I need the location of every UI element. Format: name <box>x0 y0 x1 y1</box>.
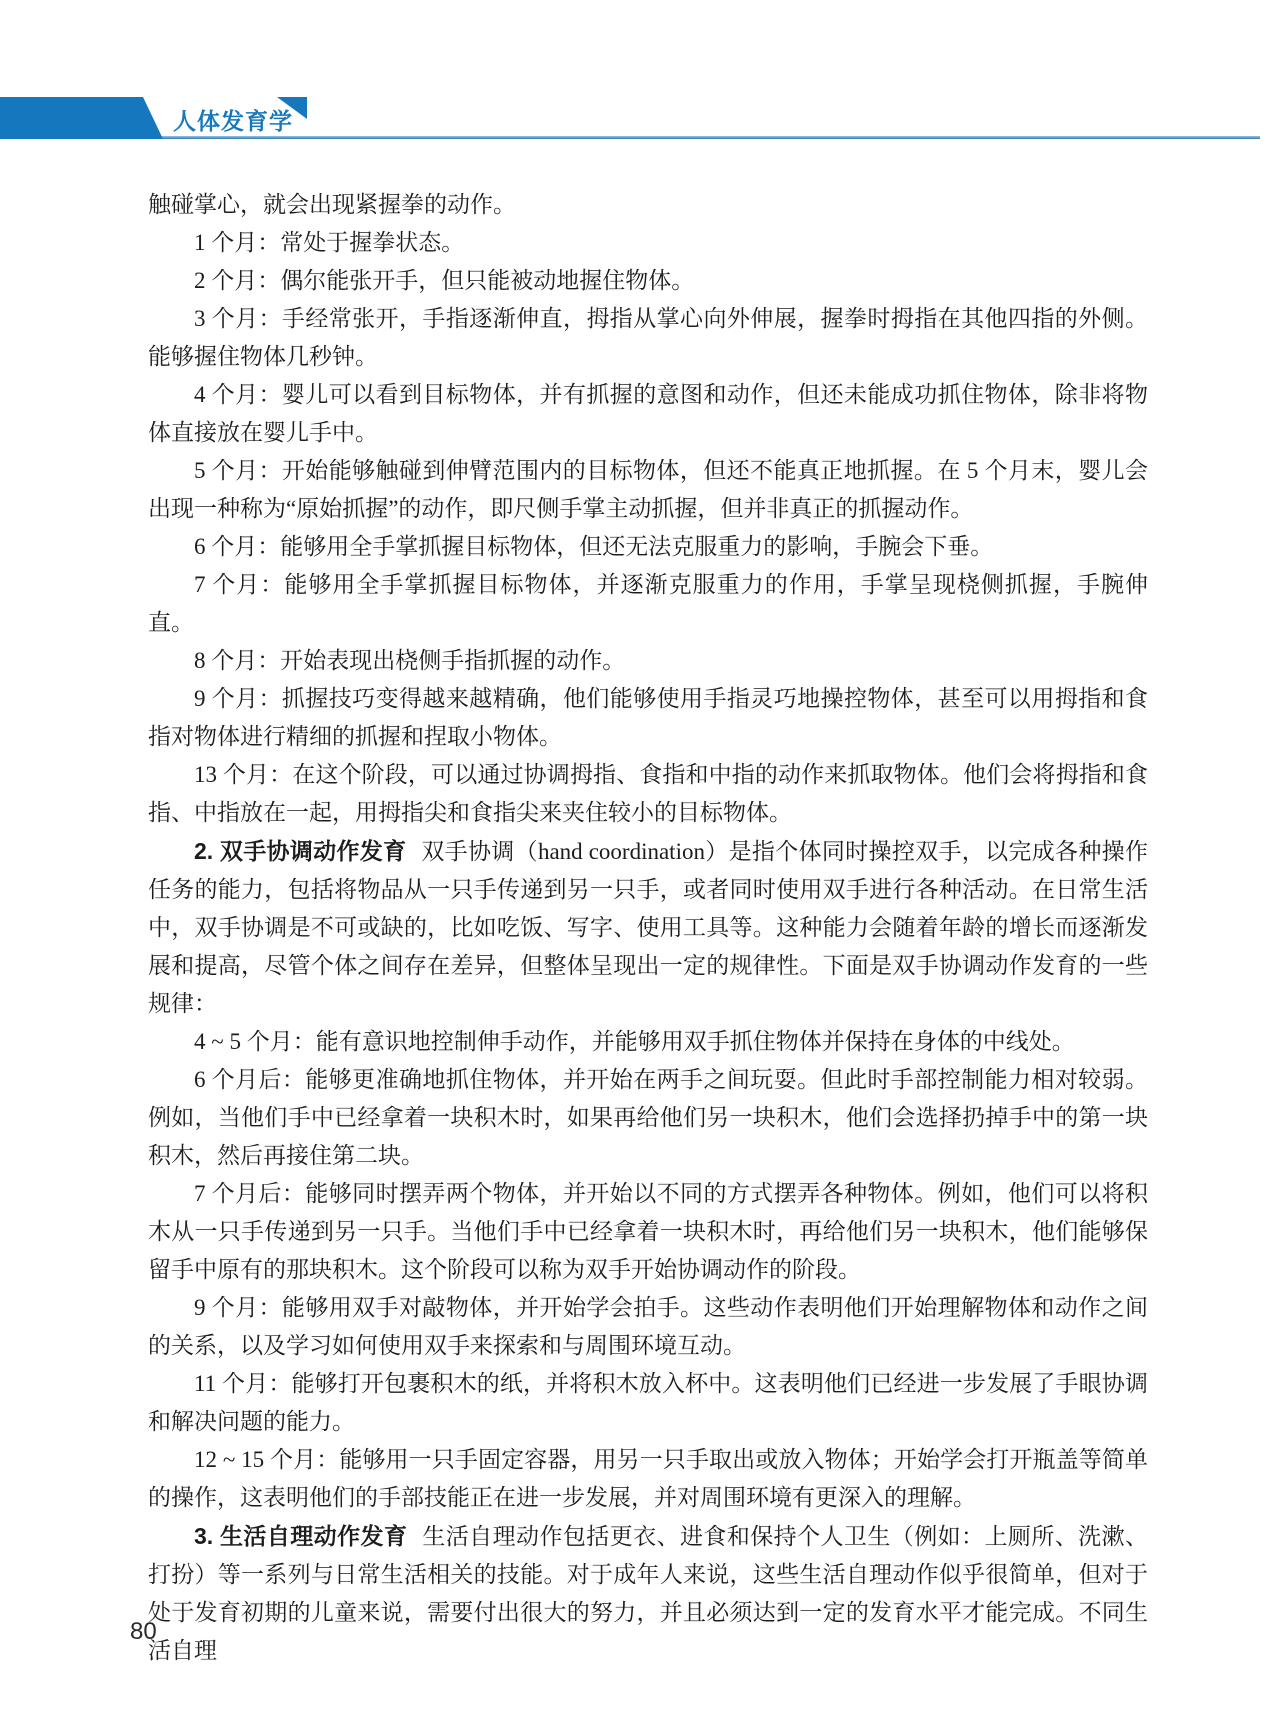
body-text <box>148 186 1148 1670</box>
paragraph: 5 个月：开始能够触碰到伸臂范围内的目标物体，但还不能真正地抓握。在 5 个月末，婴儿会出现一种称为“原始抓握”的动作，即尺侧手掌主动抓握，但并非真正的抓握动作。 <box>148 458 1148 521</box>
paragraph <box>148 1517 1148 1670</box>
header-blue-bar <box>0 97 163 139</box>
paragraph: 2 个月：偶尔能张开手，但只能被动地握住物体。 <box>194 268 695 293</box>
paragraph: 4 ~ 5 个月：能有意识地控制伸手动作，并能够用双手抓住物体并保持在身体的中线处。 <box>194 1029 1075 1054</box>
paragraph-lead: 2. 双手协调动作发育 <box>194 838 407 864</box>
paragraph: 6 个月：能够用全手掌抓握目标物体，但还无法克服重力的影响，手腕会下垂。 <box>194 534 994 559</box>
paragraph: 触碰掌心，就会出现紧握拳的动作。 <box>148 192 516 217</box>
paragraph: 6 个月后：能够更准确地抓住物体，并开始在两手之间玩耍。但此时手部控制能力相对较弱。例如，当他们手中已经拿着一块积木时，如果再给他们另一块积木，他们会选择扔掉手中的第一块积木，然后再接住第二块。 <box>148 1067 1148 1168</box>
paragraph: 9 个月：抓握技巧变得越来越精确，他们能够使用手指灵巧地操控物体，甚至可以用拇指和食指对物体进行精细的抓握和捏取小物体。 <box>148 686 1148 749</box>
paragraph-text: 双手协调（hand coordination）是指个体同时操控双手，以完成各种操作任务的能力，包括将物品从一只手传递到另一只手，或者同时使用双手进行各种活动。在日常生活中，双手协调是不可或缺的，比如吃饭、写字、使用工具等。这种能力会随着年龄的增长而逐渐发展和提高，尽管个体之间存在差异，但整体呈现出一定的规律性。下面是双手协调动作发育的一些规律： <box>148 839 1148 1016</box>
book-title: 人体发育学 <box>173 107 293 134</box>
paragraph: 11 个月：能够打开包裹积木的纸，并将积木放入杯中。这表明他们已经进一步发展了手眼协调和解决问题的能力。 <box>148 1371 1148 1434</box>
paragraph-text: 生活自理动作包括更衣、进食和保持个人卫生（例如：上厕所、洗漱、打扮）等一系列与日常生活相关的技能。对于成年人来说，这些生活自理动作似乎很简单，但对于处于发育初期的儿童来说，需要付出很大的努力，并且必须达到一定的发育水平才能完成。不同生活自理 <box>148 1524 1149 1663</box>
paragraph: 13 个月：在这个阶段，可以通过协调拇指、食指和中指的动作来抓取物体。他们会将拇指和食指、中指放在一起，用拇指尖和食指尖来夹住较小的目标物体。 <box>148 762 1148 825</box>
paragraph: 8 个月：开始表现出桡侧手指抓握的动作。 <box>194 648 626 673</box>
paragraph: 3 个月：手经常张开，手指逐渐伸直，拇指从掌心向外伸展，握拳时拇指在其他四指的外侧。能够握住物体几秒钟。 <box>148 306 1148 369</box>
page-header <box>0 0 1275 145</box>
paragraph: 4 个月：婴儿可以看到目标物体，并有抓握的意图和动作，但还未能成功抓住物体，除非将物体直接放在婴儿手中。 <box>148 382 1148 445</box>
paragraph: 7 个月后：能够同时摆弄两个物体，并开始以不同的方式摆弄各种物体。例如，他们可以将积木从一只手传递到另一只手。当他们手中已经拿着一块积木时，再给他们另一块积木，他们能够保留手中原有的那块积木。这个阶段可以称为双手开始协调动作的阶段。 <box>148 1181 1148 1282</box>
paragraph: 7 个月：能够用全手掌抓握目标物体，并逐渐克服重力的作用，手掌呈现桡侧抓握，手腕伸直。 <box>148 572 1148 635</box>
paragraph <box>148 832 1148 1023</box>
paragraph: 1 个月：常处于握拳状态。 <box>194 230 465 255</box>
paragraph-lead: 3. 生活自理动作发育 <box>194 1523 408 1549</box>
page-number: 80 <box>130 1618 157 1645</box>
paragraph: 9 个月：能够用双手对敲物体，并开始学会拍手。这些动作表明他们开始理解物体和动作之间的关系，以及学习如何使用双手来探索和与周围环境互动。 <box>148 1295 1148 1358</box>
paragraph: 12 ~ 15 个月：能够用一只手固定容器，用另一只手取出或放入物体；开始学会打开瓶盖等简单的操作，这表明他们的手部技能正在进一步发展，并对周围环境有更深入的理解。 <box>148 1447 1148 1510</box>
